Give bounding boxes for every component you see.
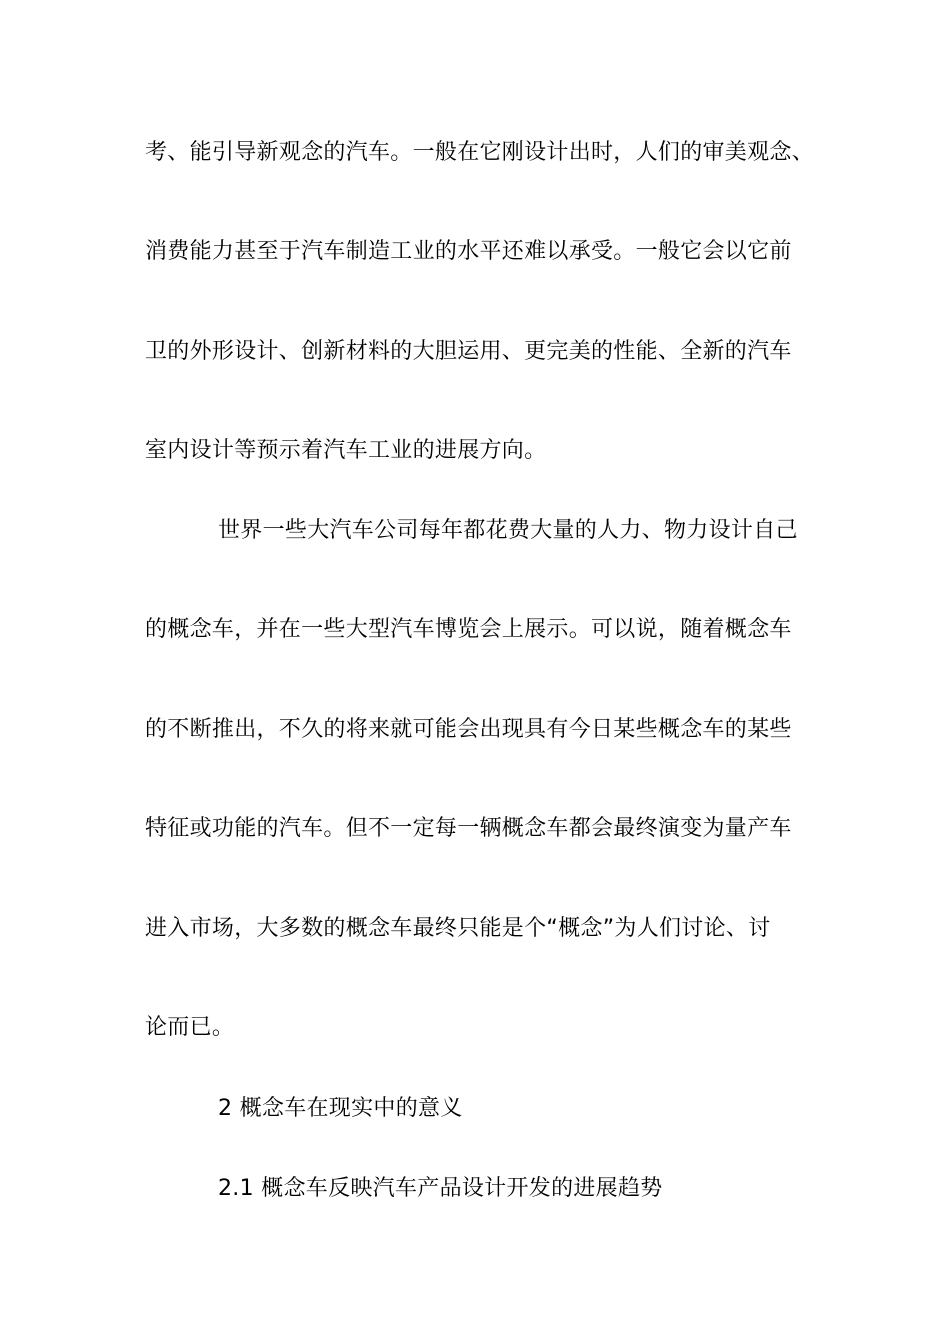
paragraph-line: 世界一些大汽车公司每年都花费大量的人力、物力设计自己	[218, 518, 798, 543]
paragraph-line: 消费能力甚至于汽车制造工业的水平还难以承受。一般它会以它前	[145, 239, 792, 264]
paragraph-line: 考、能引导新观念的汽车。一般在它刚设计出时，人们的审美观念、	[145, 140, 815, 165]
paragraph-line: 论而已。	[145, 1015, 235, 1040]
paragraph-line: 室内设计等预示着汽车工业的进展方向。	[145, 438, 547, 463]
paragraph-line: 特征或功能的汽车。但不一定每一辆概念车都会最终演变为量产车	[145, 816, 792, 841]
paragraph-line: 的不断推出，不久的将来就可能会出现具有今日某些概念车的某些	[145, 717, 792, 742]
section-heading: 2 概念车在现实中的意义	[218, 1096, 463, 1121]
paragraph-line: 卫的外形设计、创新材料的大胆运用、更完美的性能、全新的汽车	[145, 339, 792, 364]
subsection-heading: 2.1 概念车反映汽车产品设计开发的进展趋势	[218, 1176, 663, 1201]
paragraph-line: 的概念车，并在一些大型汽车博览会上展示。可以说，随着概念车	[145, 617, 792, 642]
paragraph-line: 进入市场，大多数的概念车最终只能是个“概念”为人们讨论、讨	[145, 916, 771, 941]
